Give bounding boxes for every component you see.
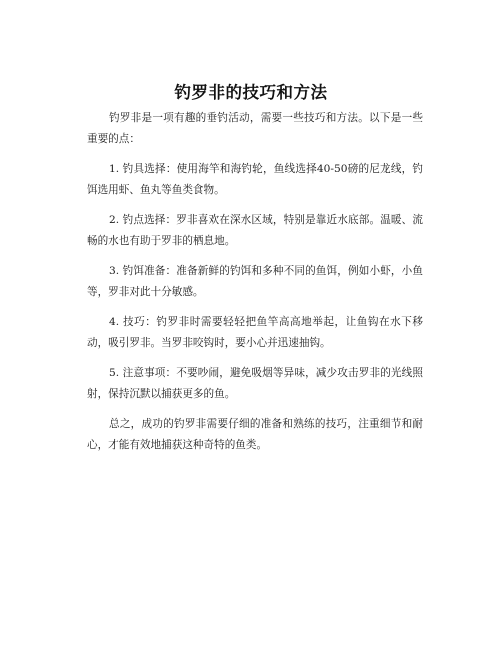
conclusion-paragraph: 总之，成功的钓罗非需要仔细的准备和熟练的技巧，注重细节和耐心，才能有效地捕获这种奇特的鱼类。	[87, 418, 423, 451]
tip-tackle-paragraph: 1. 钓具选择：使用海竿和海钓轮，鱼线选择40-50磅的尼龙线，钓饵选用虾、鱼丸等鱼类食物。	[87, 163, 423, 196]
document-body	[87, 108, 423, 465]
tip-bait-paragraph: 3. 钓饵准备：准备新鲜的钓饵和多种不同的鱼饵，例如小虾，小鱼等，罗非对此十分敏感。	[87, 265, 423, 298]
document-title: 钓罗非的技巧和方法	[174, 83, 328, 102]
tip-spot-paragraph: 2. 钓点选择：罗非喜欢在深水区域，特别是靠近水底部。温暖、流畅的水也有助于罗非的栖息地。	[87, 214, 423, 247]
tip-technique-paragraph: 4. 技巧：钓罗非时需要轻轻把鱼竿高高地举起，让鱼钩在水下移动，吸引罗非。当罗非咬钩时，要小心并迅速抽钩。	[87, 316, 423, 349]
intro-paragraph: 钓罗非是一项有趣的垂钓活动，需要一些技巧和方法。以下是一些重要的点：	[87, 112, 423, 145]
tip-notes-paragraph: 5. 注意事项：不要吵闹，避免吸烟等异味，减少攻击罗非的光线照射，保持沉默以捕获更多的鱼。	[87, 367, 423, 400]
